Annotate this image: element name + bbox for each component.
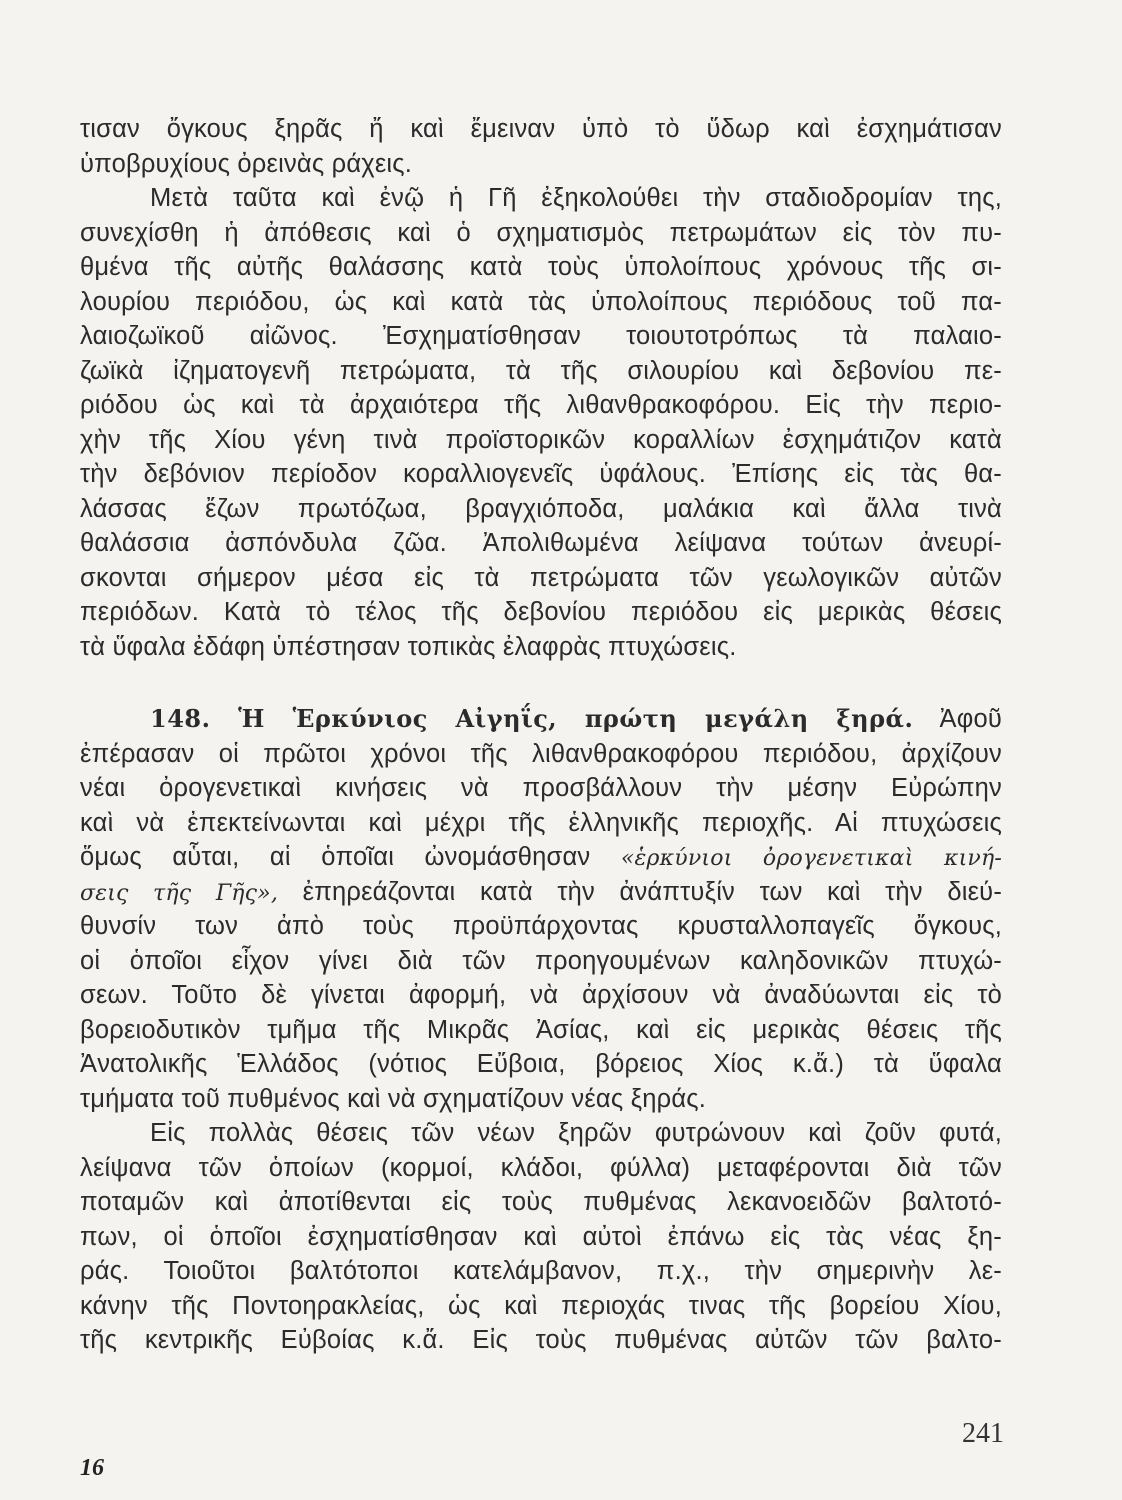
text-line: τὴν δεβόνιον περίοδον κοραλλιογενεῖς ὑφάλους. Ἐπίσης εἰς τὰς θα- bbox=[80, 460, 1002, 488]
text-line: καὶ νὰ ἐπεκτείνωνται καὶ μέχρι τῆς ἑλληνικῆς περιοχῆς. Αἱ πτυχώσεις bbox=[80, 808, 1002, 837]
text-line: τῆς κεντρικῆς Εὐβοίας κ.ἄ. Εἰς τοὺς πυθμένας αὐτῶν τῶν βαλτο- bbox=[80, 1326, 1002, 1354]
text-line: λαιοζωϊκοῦ αἰῶνος. Ἐσχηματίσθησαν τοιουτοτρόπως τὰ παλαιο- bbox=[80, 322, 1002, 350]
text-fragment: ἐπηρεάζονται κατὰ τὴν ἀνάπτυξίν των καὶ τὴν διεύ- bbox=[302, 877, 1003, 906]
text-line: ἐπέρασαν οἱ πρῶτοι χρόνοι τῆς λιθανθρακοφόρου περιόδου, ἀρχίζουν bbox=[80, 739, 1002, 768]
text-line: νέαι ὀρογενετικαὶ κινήσεις νὰ προσβάλλουν τὴν μέσην Εὐρώπην bbox=[80, 774, 1002, 802]
paragraph-silurian bbox=[80, 181, 1002, 664]
text-fragment: ὅμως αὗται, αἱ ὁποῖαι ὠνομάσθησαν bbox=[80, 843, 591, 871]
section-148 bbox=[80, 702, 1002, 1116]
text-line: λουρίου περιόδου, ὡς καὶ κατὰ τὰς ὑπολοίπους περιόδους τοῦ πα- bbox=[80, 287, 1002, 316]
italic-term: σεις τῆς Γῆς», bbox=[80, 880, 279, 906]
text-line: βορειοδυτικὸν τμῆμα τῆς Μικρᾶς Ἀσίας, καὶ εἰς μερικὰς θέσεις τῆς bbox=[80, 1015, 1002, 1044]
text-line: ζωϊκὰ ἰζηματογενῆ πετρώματα, τὰ τῆς σιλουρίου καὶ δεβονίου πε- bbox=[80, 356, 1002, 385]
text-line: σκονται σήμερον μέσα εἰς τὰ πετρώματα τῶν γεωλογικῶν αὐτῶν bbox=[80, 563, 1002, 592]
text-line: πων, οἱ ὁποῖοι ἐσχηματίσθησαν καὶ αὐτοὶ ἐπάνω εἰς τὰς νέας ξη- bbox=[80, 1222, 1002, 1251]
text-line: Ἀνατολικῆς Ἑλλάδος (νότιος Εὔβοια, βόρειος Χίος κ.ἄ.) τὰ ὕφαλα bbox=[80, 1050, 1002, 1078]
text-line: οἱ ὁποῖοι εἶχον γίνει διὰ τῶν προηγουμένων καληδονικῶν πτυχώ- bbox=[80, 946, 1002, 975]
paragraph-plants bbox=[80, 1116, 1002, 1358]
signature-mark: 16 bbox=[80, 1455, 104, 1481]
text-line: Μετὰ ταῦτα καὶ ἐνῷ ἡ Γῆ ἐξηκολούθει τὴν σταδιοδρομίαν της, bbox=[150, 184, 1002, 212]
text-line: λείψανα τῶν ὁποίων (κορμοί, κλάδοι, φύλλα) μεταφέρονται διὰ τῶν bbox=[80, 1153, 1002, 1182]
text-line: περιόδων. Κατὰ τὸ τέλος τῆς δεβονίου περιόδου εἰς μερικὰς θέσεις bbox=[80, 598, 1002, 626]
text-line: λάσσας ἔζων πρωτόζωα, βραγχιόποδα, μαλάκια καὶ ἄλλα τινὰ bbox=[80, 494, 1002, 523]
text-line: κάνην τῆς Ποντοηρακλείας, ὡς καὶ περιοχάς τινας τῆς βορείου Χίου, bbox=[80, 1291, 1002, 1320]
text-line: τισαν ὄγκους ξηρᾶς ἤ καὶ ἔμειναν ὑπὸ τὸ ὕδωρ καὶ ἐσχημάτισαν bbox=[80, 115, 1002, 143]
text-line bbox=[80, 840, 1002, 875]
text-line: σεων. Τοῦτο δὲ γίνεται ἀφορμή, νὰ ἀρχίσουν νὰ ἀναδύωνται εἰς τὸ bbox=[80, 981, 1002, 1009]
italic-term: «ἑρκύνιοι ὀρογενετικαὶ κινή- bbox=[620, 846, 1002, 871]
page-number: 241 bbox=[962, 1418, 1004, 1449]
text-line: συνεχίσθη ἡ ἀπόθεσις καὶ ὁ σχηματισμὸς πετρωμάτων εἰς τὸν πυ- bbox=[80, 218, 1002, 247]
text-line: ράς. Τοιοῦτοι βαλτότοποι κατελάμβανον, π.χ., τὴν σημερινὴν λε- bbox=[80, 1257, 1002, 1285]
text-line: θυνσίν των ἀπὸ τοὺς προϋπάρχοντας κρυσταλλοπαγεῖς ὄγκους, bbox=[80, 912, 1002, 940]
section-gap bbox=[80, 664, 1002, 702]
text-line: θαλάσσια ἀσπόνδυλα ζῶα. Ἀπολιθωμένα λείψανα τούτων ἀνευρί- bbox=[80, 529, 1002, 557]
text-line: θμένα τῆς αὐτῆς θαλάσσης κατὰ τοὺς ὑπολοίπους χρόνους τῆς σι- bbox=[80, 253, 1002, 281]
text-line: χὴν τῆς Χίου γένη τινὰ προϊστορικῶν κοραλλίων ἐσχημάτιζον κατὰ bbox=[80, 425, 1002, 454]
section-heading-line bbox=[80, 702, 1002, 737]
text-fragment: Ἀφοῦ bbox=[939, 705, 1002, 733]
text-line bbox=[80, 875, 1002, 910]
text-line: τμήματα τοῦ πυθμένος καὶ νὰ σχηματίζουν νέας ξηράς. bbox=[80, 1084, 707, 1113]
book-page bbox=[80, 112, 1002, 1412]
text-line: Εἰς πολλὰς θέσεις τῶν νέων ξηρῶν φυτρώνουν καὶ ζοῦν φυτά, bbox=[150, 1119, 1002, 1147]
text-line: τὰ ὕφαλα ἐδάφη ὑπέστησαν τοπικὰς ἐλαφρὰς πτυχώσεις. bbox=[80, 632, 737, 661]
paragraph-continuation bbox=[80, 112, 1002, 181]
section-heading: 148. Ἡ Ἑρκύνιος Αἰγηΐς, πρώτη μεγάλη ξηρά. bbox=[150, 704, 914, 733]
text-line: ποταμῶν καὶ ἀποτίθενται εἰς τοὺς πυθμένας λεκανοειδῶν βαλτοτό- bbox=[80, 1188, 1002, 1216]
text-line: ριόδου ὡς καὶ τὰ ἀρχαιότερα τῆς λιθανθρακοφόρου. Εἰς τὴν περιο- bbox=[80, 391, 1002, 419]
text-line: ὑποβρυχίους ὀρεινὰς ράχεις. bbox=[80, 149, 413, 178]
